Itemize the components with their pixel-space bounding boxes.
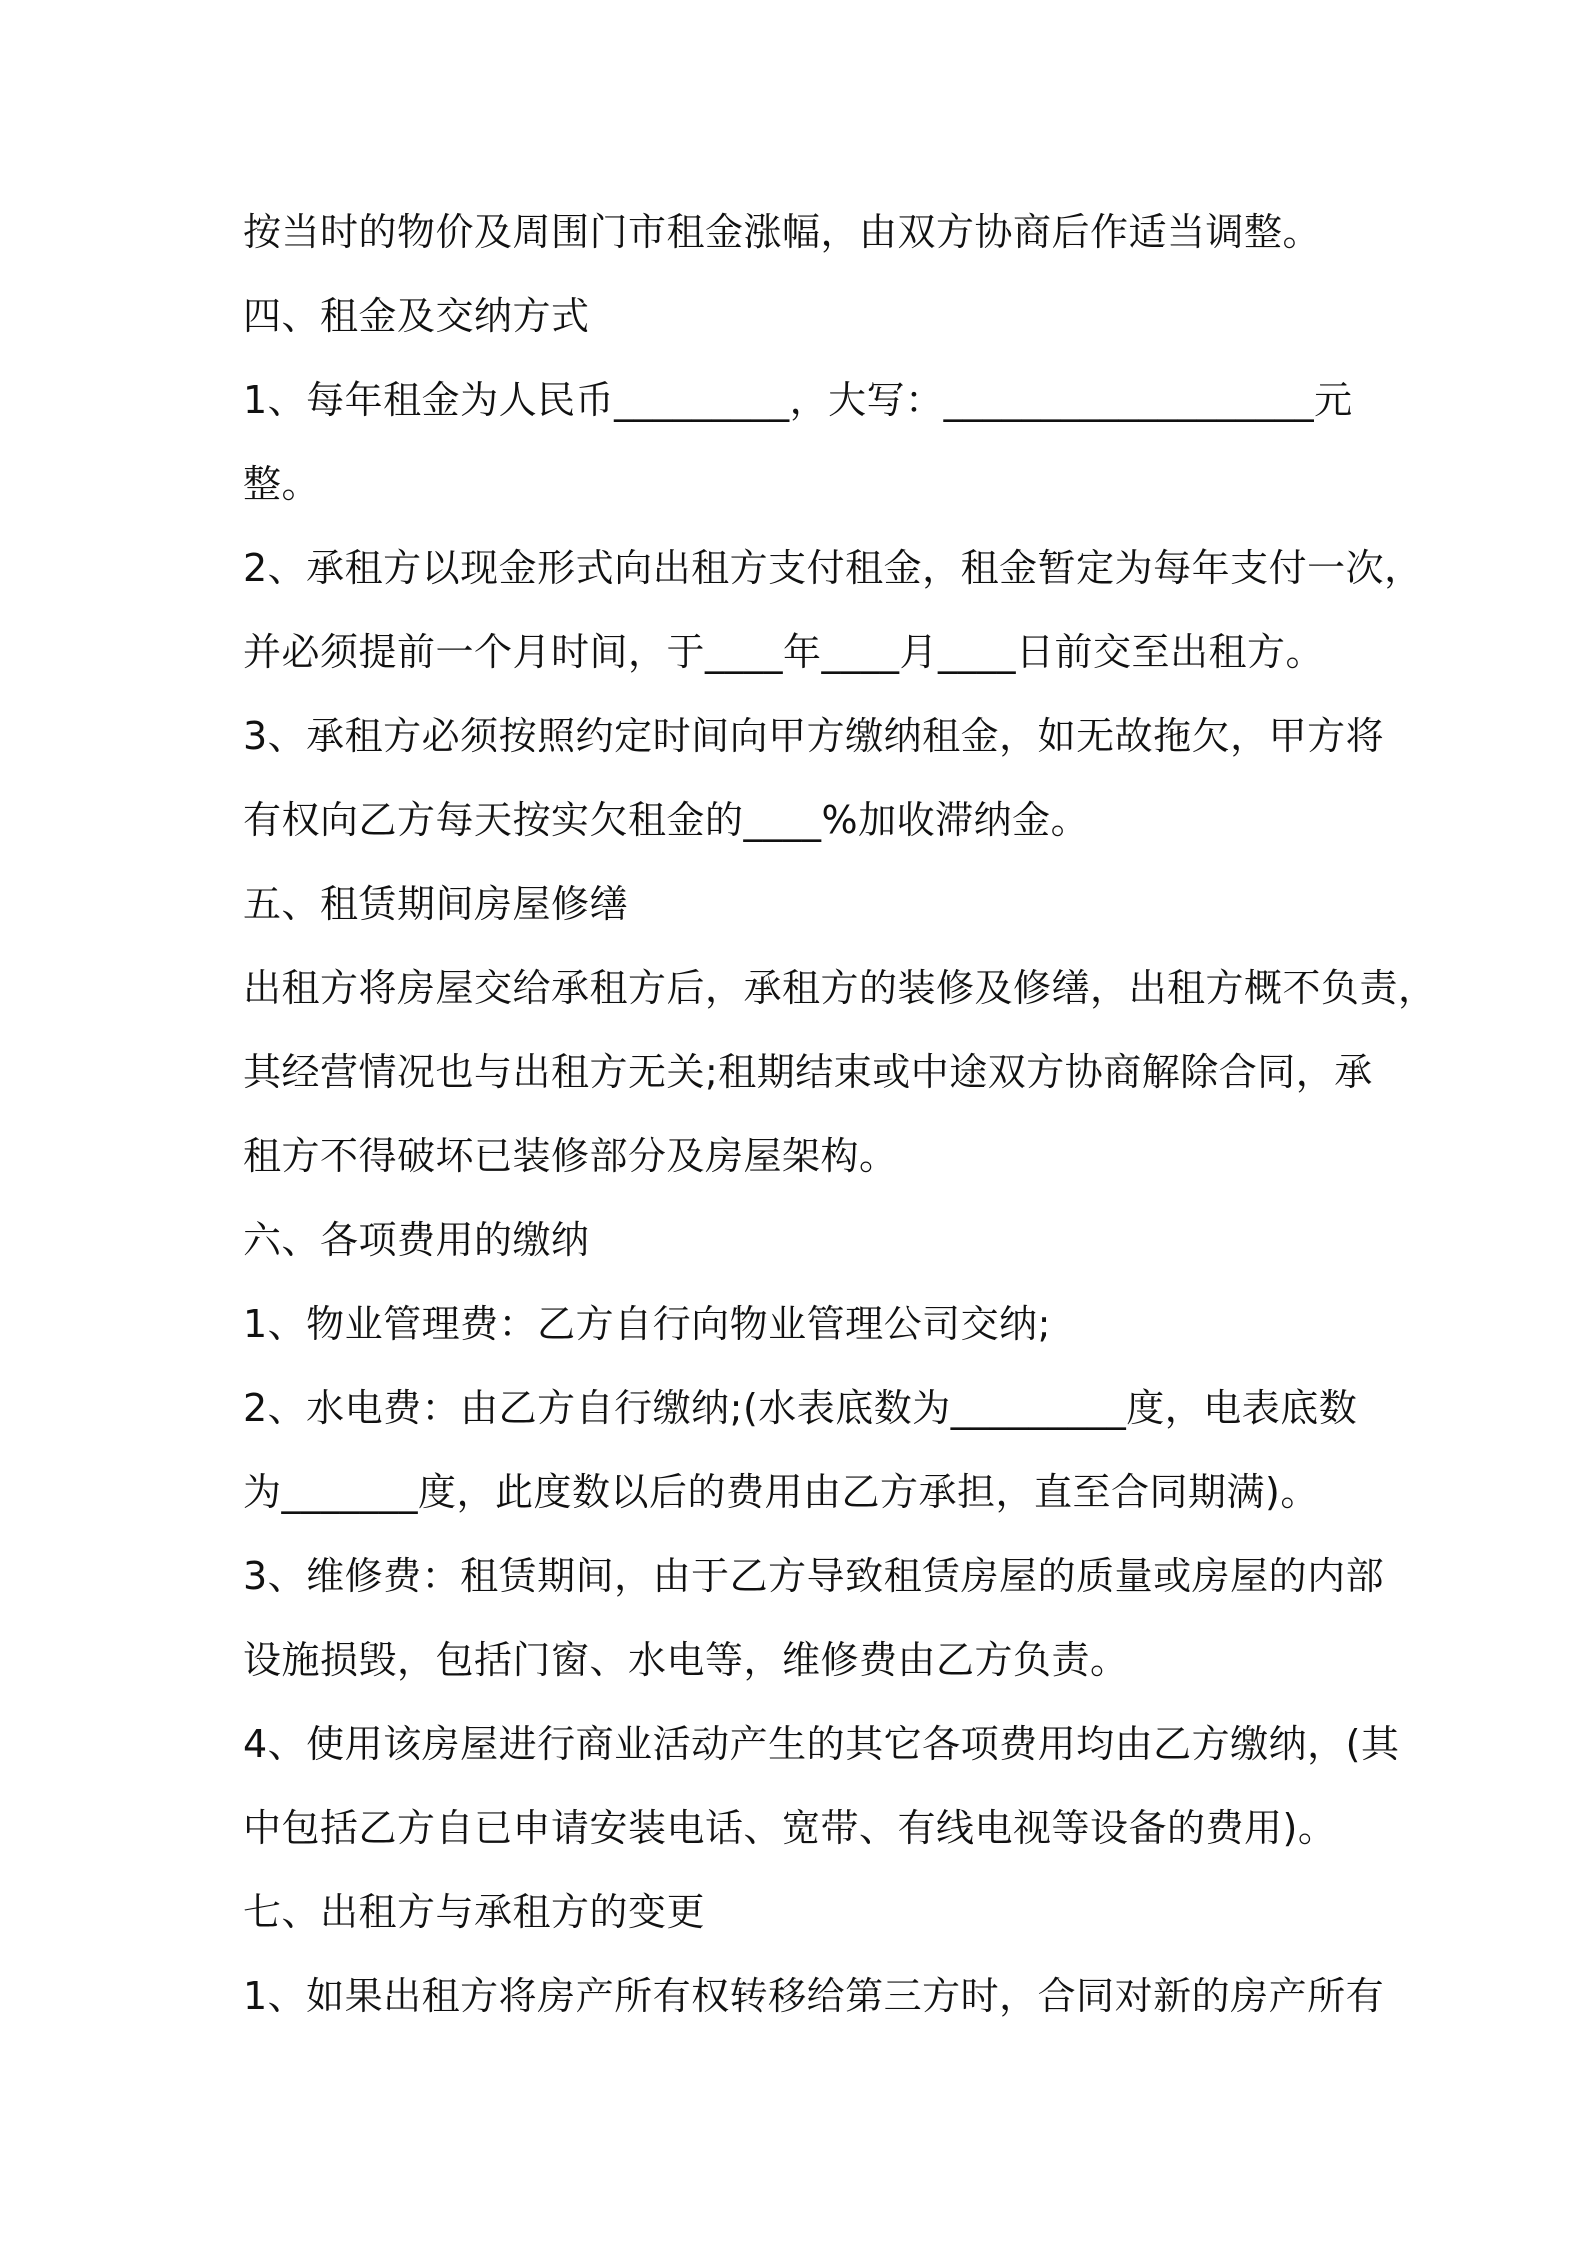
text-line: 3、维修费：租赁期间，由于乙方导致租赁房屋的质量或房屋的内部	[243, 1554, 1385, 1598]
section-heading: 六、各项费用的缴纳	[243, 1218, 590, 1262]
text-line: 3、承租方必须按照约定时间向甲方缴纳租金，如无故拖欠，甲方将	[243, 714, 1385, 758]
text-line: 整。	[243, 462, 321, 506]
section-heading: 七、出租方与承租方的变更	[243, 1890, 706, 1934]
text-line: 为_______度，此度数以后的费用由乙方承担，直至合同期满)。	[243, 1470, 1319, 1514]
section-heading: 五、租赁期间房屋修缮	[243, 882, 629, 926]
document-body	[243, 190, 1437, 2038]
text-line: 1、物业管理费：乙方自行向物业管理公司交纳;	[243, 1302, 1051, 1346]
text-line: 并必须提前一个月时间，于____年____月____日前交至出租方。	[243, 630, 1325, 674]
text-line: 租方不得破坏已装修部分及房屋架构。	[243, 1134, 898, 1178]
text-line: 1、每年租金为人民币_________，大写：___________________元	[243, 378, 1353, 422]
text-line: 中包括乙方自已申请安装电话、宽带、有线电视等设备的费用)。	[243, 1806, 1337, 1850]
text-line: 出租方将房屋交给承租方后，承租方的装修及修缮，出租方概不负责，	[243, 966, 1437, 1010]
text-line: 4、使用该房屋进行商业活动产生的其它各项费用均由乙方缴纳，(其	[243, 1722, 1400, 1766]
text-line: 有权向乙方每天按实欠租金的____%加收滞纳金。	[243, 798, 1090, 842]
text-line: 按当时的物价及周围门市租金涨幅，由双方协商后作适当调整。	[243, 210, 1322, 254]
text-line: 设施损毁，包括门窗、水电等，维修费由乙方负责。	[243, 1638, 1129, 1682]
text-line: 2、承租方以现金形式向出租方支付租金，租金暂定为每年支付一次，	[243, 546, 1423, 590]
section-heading: 四、租金及交纳方式	[243, 294, 590, 338]
text-line: 2、水电费：由乙方自行缴纳;(水表底数为_________度，电表底数	[243, 1386, 1358, 1430]
text-line: 1、如果出租方将房产所有权转移给第三方时，合同对新的房产所有	[243, 1974, 1385, 2018]
text-line: 其经营情况也与出租方无关;租期结束或中途双方协商解除合同，承	[243, 1050, 1373, 1094]
